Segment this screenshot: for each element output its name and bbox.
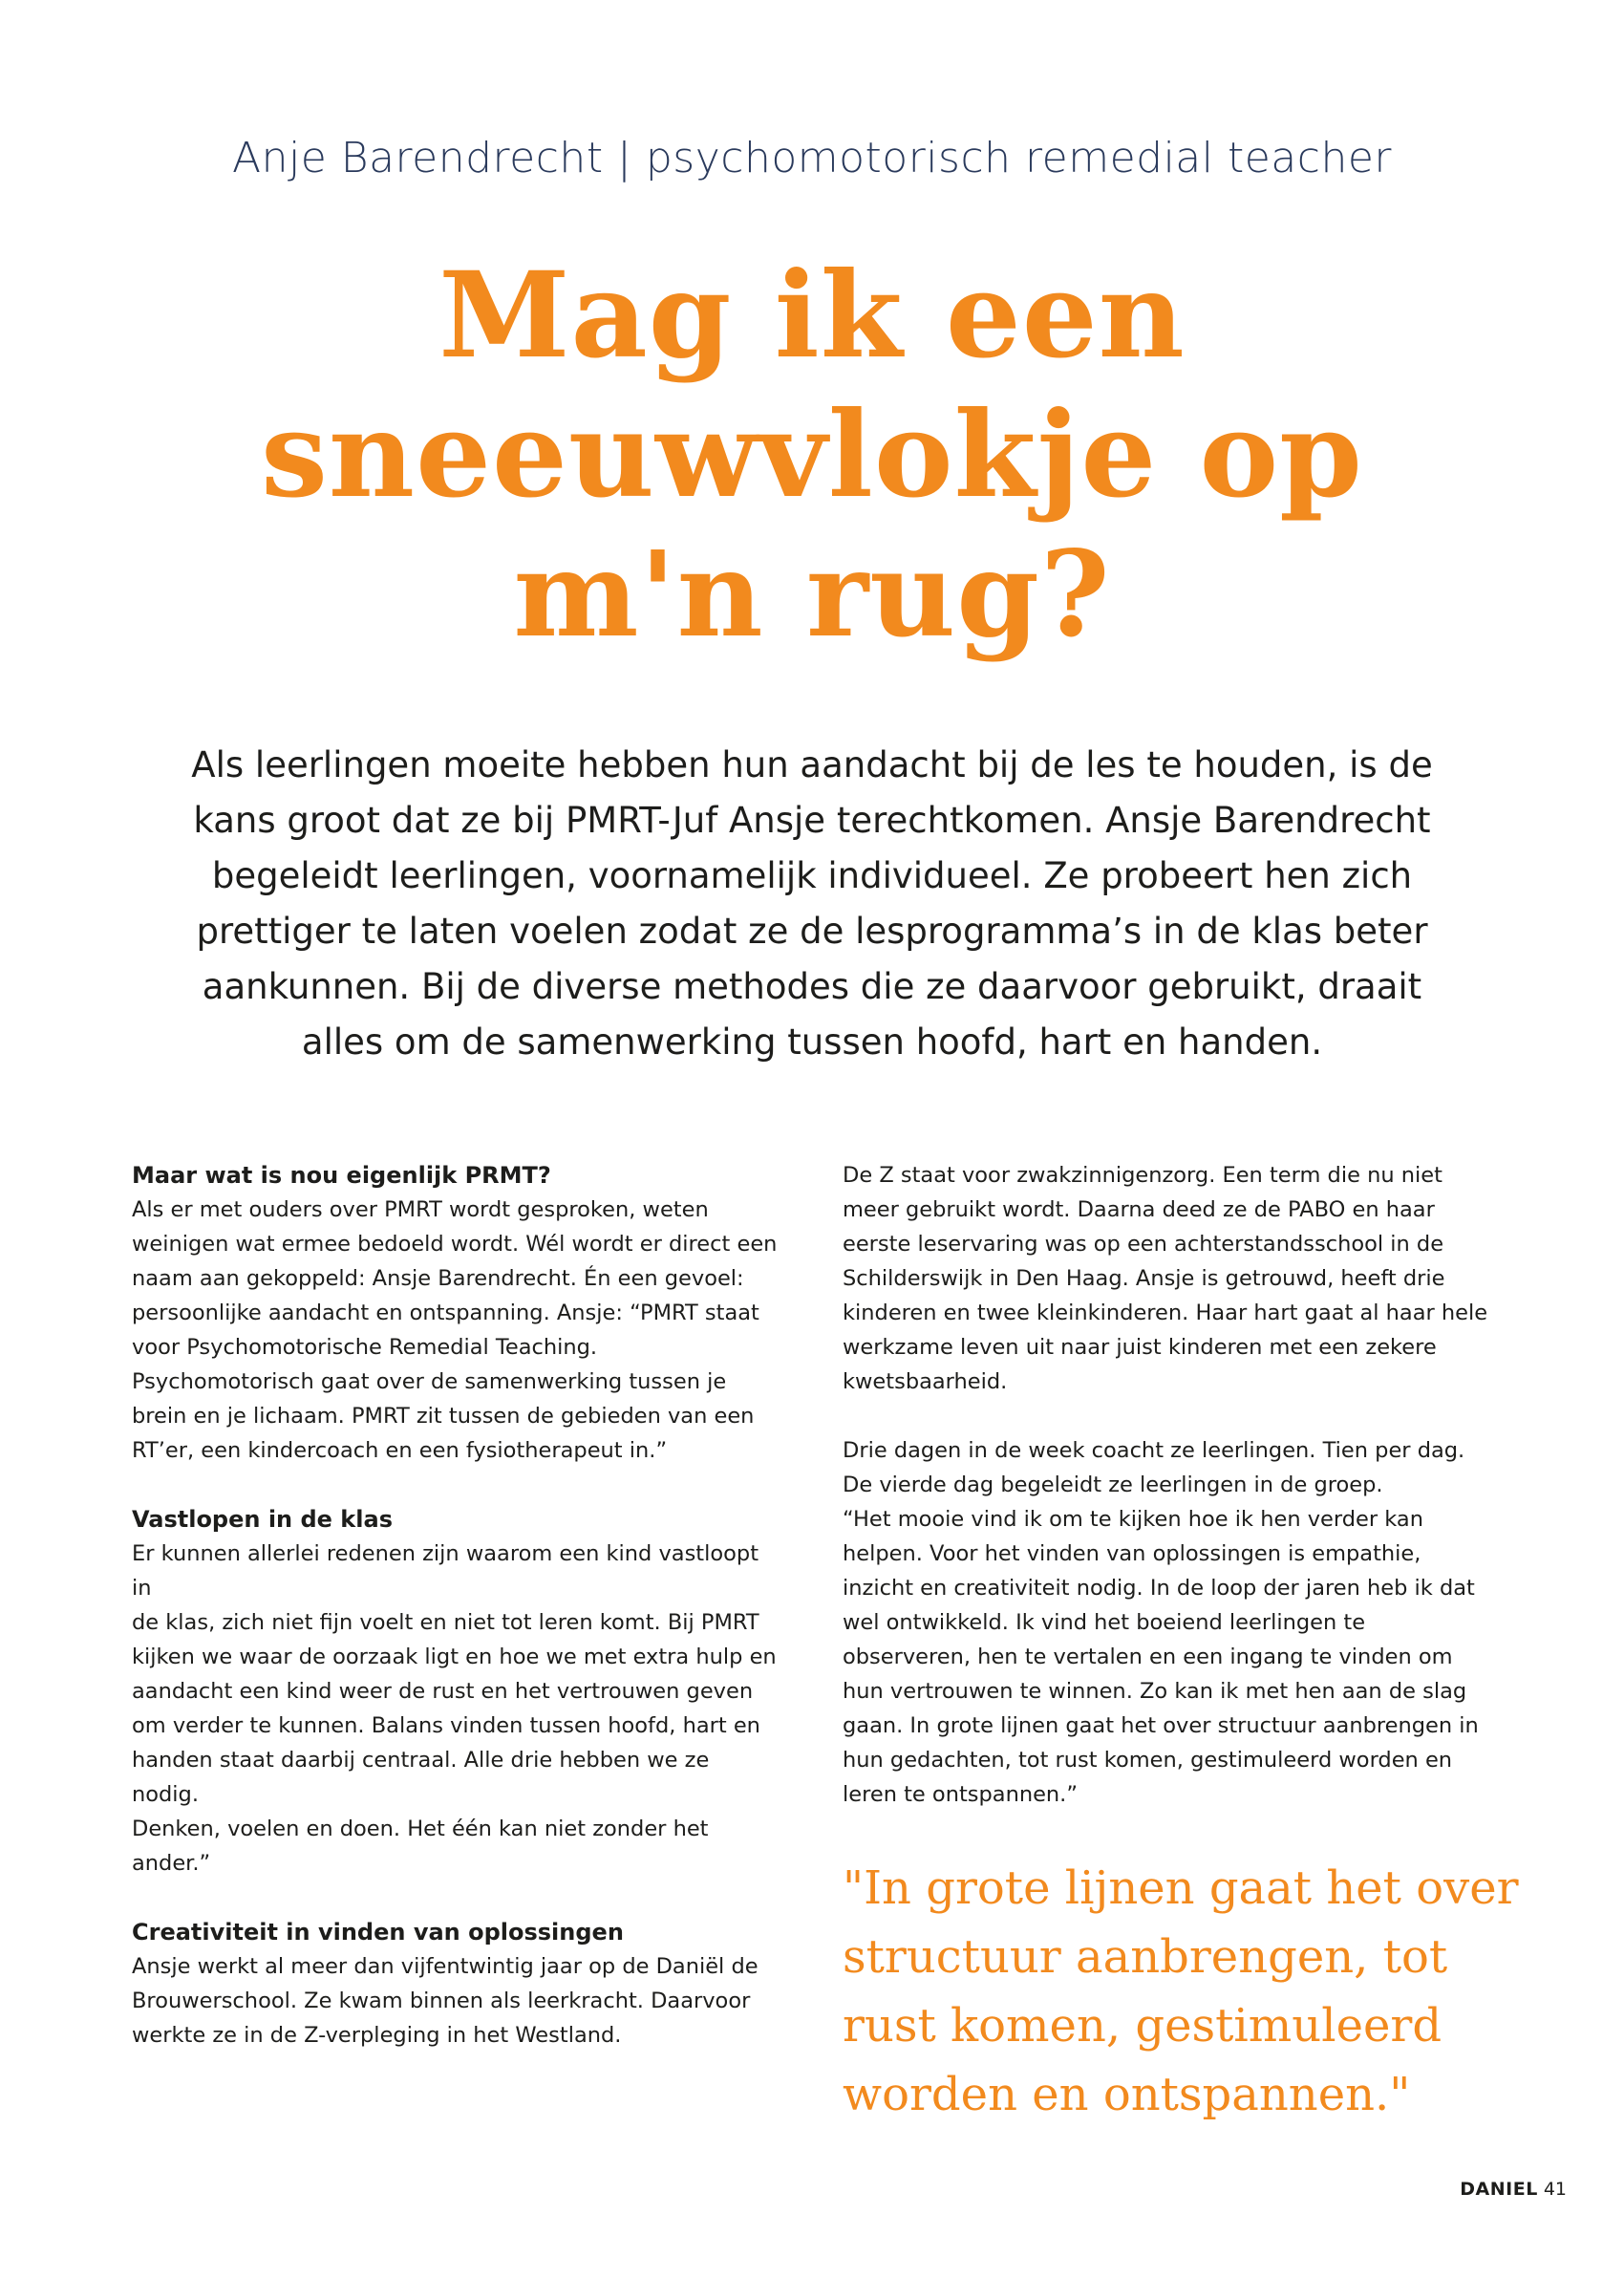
body-line: De vierde dag begeleidt ze leerlingen in de groep. bbox=[843, 1473, 1383, 1497]
pull-quote-line: structuur aanbrengen, tot bbox=[843, 1930, 1448, 1984]
paragraph-gap bbox=[132, 1881, 781, 1915]
body-line: observeren, hen te vertalen en een ingang te vinden om bbox=[843, 1645, 1453, 1669]
body-line: kinderen en twee kleinkinderen. Haar hart gaat al haar hele bbox=[843, 1301, 1488, 1325]
intro-line: kans groot dat ze bij PMRT-Juf Ansje terechtkomen. Ansje Barendrecht bbox=[193, 800, 1431, 841]
intro-line: alles om de samenwerking tussen hoofd, hart en handen. bbox=[301, 1021, 1323, 1063]
body-line: brein en je lichaam. PMRT zit tussen de gebieden van een bbox=[132, 1404, 755, 1429]
pull-quote-line: "In grote lijnen gaat het over bbox=[843, 1861, 1519, 1915]
intro-line: prettiger te laten voelen zodat ze de lesprogramma’s in de klas beter bbox=[196, 911, 1428, 952]
magazine-brand: DANIEL bbox=[1460, 2179, 1538, 2200]
article-kicker: Anje Barendrecht | psychomotorisch remedial teacher bbox=[232, 134, 1392, 183]
pull-quote-line: worden en ontspannen." bbox=[843, 2068, 1411, 2121]
body-line: kwetsbaarheid. bbox=[843, 1369, 1008, 1394]
pull-quote bbox=[843, 1854, 1530, 2129]
body-line: RT’er, een kindercoach en een fysiotherapeut in.” bbox=[132, 1438, 668, 1463]
body-line: eerste leservaring was op een achterstandsschool in de bbox=[843, 1232, 1444, 1257]
intro-paragraph bbox=[115, 738, 1509, 1070]
body-line: kijken we waar de oorzaak ligt en hoe we met extra hulp en bbox=[132, 1645, 777, 1669]
body-line: hun vertrouwen te winnen. Zo kan ik met hen aan de slag bbox=[843, 1679, 1467, 1704]
article-headline bbox=[0, 247, 1624, 665]
body-line: ander.” bbox=[132, 1851, 211, 1876]
body-line: wel ontwikkeld. Ik vind het boeiend leerlingen te bbox=[843, 1610, 1366, 1635]
body-line: hun gedachten, tot rust komen, gestimuleerd worden en bbox=[843, 1748, 1453, 1773]
body-line: De Z staat voor zwakzinnigenzorg. Een term die nu niet bbox=[843, 1163, 1442, 1188]
body-line: naam aan gekoppeld: Ansje Barendrecht. Én een gevoel: bbox=[132, 1266, 744, 1291]
section-heading: Maar wat is nou eigenlijk PRMT? bbox=[132, 1162, 551, 1189]
body-line: werkzame leven uit naar juist kinderen met een zekere bbox=[843, 1335, 1437, 1360]
body-line: Schilderswijk in Den Haag. Ansje is getrouwd, heeft drie bbox=[843, 1266, 1445, 1291]
headline-line: sneeuwvlokje op bbox=[261, 386, 1363, 525]
intro-line: aankunnen. Bij de diverse methodes die ze daarvoor gebruikt, draait bbox=[202, 966, 1422, 1007]
body-line: Er kunnen allerlei redenen zijn waarom een kind vastloopt in bbox=[132, 1541, 759, 1601]
body-line: aandacht een kind weer de rust en het vertrouwen geven bbox=[132, 1679, 754, 1704]
body-line: om verder te kunnen. Balans vinden tussen hoofd, hart en bbox=[132, 1713, 760, 1738]
body-line: inzicht en creativiteit nodig. In de loop der jaren heb ik dat bbox=[843, 1576, 1475, 1601]
body-line: Psychomotorisch gaat over de samenwerking tussen je bbox=[132, 1369, 727, 1394]
body-line: Ansje werkt al meer dan vijfentwintig jaar op de Daniël de bbox=[132, 1954, 759, 1979]
body-line: de klas, zich niet fijn voelt en niet tot leren komt. Bij PMRT bbox=[132, 1610, 759, 1635]
body-line: handen staat daarbij centraal. Alle drie hebben we ze nodig. bbox=[132, 1748, 710, 1807]
page-footer bbox=[1460, 2179, 1567, 2200]
body-line: Brouwerschool. Ze kwam binnen als leerkracht. Daarvoor bbox=[132, 1989, 751, 2013]
body-line: voor Psychomotorische Remedial Teaching. bbox=[132, 1335, 598, 1360]
section-heading: Creativiteit in vinden van oplossingen bbox=[132, 1919, 624, 1946]
paragraph-gap bbox=[843, 1399, 1511, 1433]
intro-line: begeleidt leerlingen, voornamelijk individueel. Ze probeert hen zich bbox=[211, 855, 1413, 896]
left-column bbox=[132, 1158, 781, 2053]
body-line: persoonlijke aandacht en ontspanning. Ansje: “PMRT staat bbox=[132, 1301, 759, 1325]
body-line: weinigen wat ermee bedoeld wordt. Wél wordt er direct een bbox=[132, 1232, 778, 1257]
body-line: werkte ze in de Z-verpleging in het Westland. bbox=[132, 2023, 622, 2048]
body-line: gaan. In grote lijnen gaat het over structuur aanbrengen in bbox=[843, 1713, 1479, 1738]
body-line: “Het mooie vind ik om te kijken hoe ik hen verder kan bbox=[843, 1507, 1423, 1532]
headline-line: Mag ik een bbox=[438, 247, 1186, 385]
pull-quote-line: rust komen, gestimuleerd bbox=[843, 1999, 1442, 2053]
headline-line: m'n rug? bbox=[513, 526, 1111, 664]
body-line: Denken, voelen en doen. Het één kan niet zonder het bbox=[132, 1817, 709, 1841]
body-line: leren te ontspannen.” bbox=[843, 1782, 1078, 1807]
section-heading: Vastlopen in de klas bbox=[132, 1506, 393, 1533]
intro-line: Als leerlingen moeite hebben hun aandacht bij de les te houden, is de bbox=[191, 744, 1433, 785]
page-number: 41 bbox=[1543, 2179, 1567, 2200]
body-line: meer gebruikt wordt. Daarna deed ze de PABO en haar bbox=[843, 1197, 1435, 1222]
body-line: helpen. Voor het vinden van oplossingen is empathie, bbox=[843, 1541, 1421, 1566]
right-column bbox=[843, 1158, 1511, 1812]
body-line: Als er met ouders over PMRT wordt gesproken, weten bbox=[132, 1197, 709, 1222]
paragraph-gap bbox=[132, 1468, 781, 1502]
body-line: Drie dagen in de week coacht ze leerlingen. Tien per dag. bbox=[843, 1438, 1465, 1463]
